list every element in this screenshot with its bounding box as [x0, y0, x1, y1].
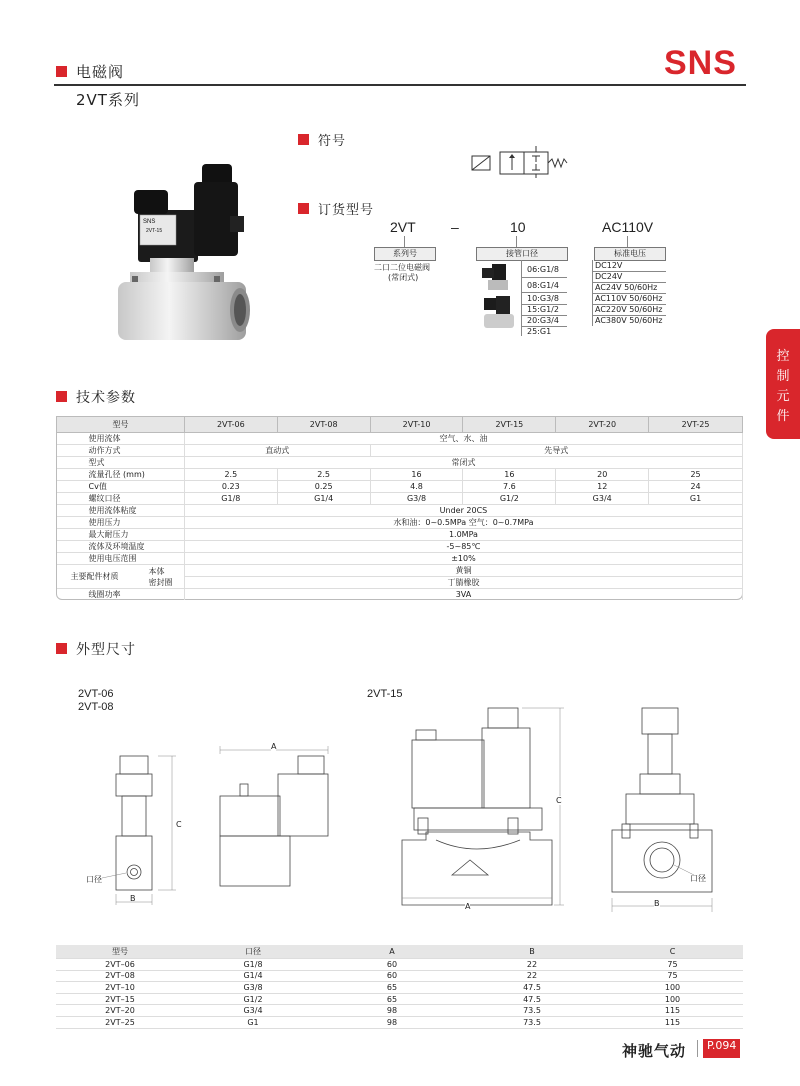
dim-label-port: 口径 [86, 875, 102, 884]
spec-header-cell: 2VT-06 [184, 417, 277, 433]
port-col-divider [521, 260, 522, 336]
drawing-label-left-2: 2VT-08 [78, 701, 114, 713]
spec-row [57, 565, 743, 577]
dims-cell: G1/4 [184, 970, 322, 982]
voltage-col-head: 标准电压 [594, 247, 666, 261]
chapter-tab[interactable] [766, 329, 800, 439]
chapter-tab-char: 控 [776, 349, 790, 364]
dim-label-c: C [176, 820, 182, 829]
series-desc-line2: (常闭式) [388, 273, 419, 282]
spec-header-cell: 型号 [57, 417, 185, 433]
spec-header-cell: 2VT-20 [556, 417, 649, 433]
order-title: 订货型号 [318, 203, 375, 218]
dim-label-port: 口径 [690, 874, 706, 883]
spec-value: G3/8 [370, 493, 463, 505]
footer-divider [697, 1040, 698, 1057]
spec-value: 直动式 [184, 445, 370, 457]
port-item: 10:G3/8 [527, 294, 559, 303]
drawing-small-side [212, 740, 342, 890]
dims-cell: 73.5 [462, 1005, 602, 1017]
dims-cell: 2VT–20 [56, 1005, 184, 1017]
spec-value: 20 [556, 469, 649, 481]
spec-value: 16 [370, 469, 463, 481]
dims-cell: G3/4 [184, 1005, 322, 1017]
drawing-large-side [604, 700, 724, 915]
chapter-tab-char: 制 [776, 369, 790, 384]
voltage-item: AC380V 50/60Hz [595, 316, 663, 325]
dims-cell: 98 [322, 1016, 462, 1028]
drawing-small-front [82, 750, 192, 910]
chapter-tab-char: 件 [776, 409, 790, 424]
port-item: 06:G1/8 [527, 265, 559, 274]
dims-cell: 47.5 [462, 993, 602, 1005]
dims-cell: 98 [322, 1005, 462, 1017]
spec-header-row [57, 417, 743, 433]
material-label: 主要配件材质 [70, 572, 119, 581]
spec-label [57, 565, 185, 589]
voltage-item: AC24V 50/60Hz [595, 283, 658, 292]
dims-cell: 100 [602, 982, 743, 994]
footer-brand: 神驰气动 [622, 1042, 687, 1060]
spec-row [57, 445, 743, 457]
dims-cell: 47.5 [462, 982, 602, 994]
dim-label-b: B [130, 894, 136, 903]
spec-row [57, 517, 743, 529]
spec-value: 黄铜 [184, 565, 742, 577]
dims-cell: 115 [602, 1016, 743, 1028]
dims-cell: 73.5 [462, 1016, 602, 1028]
spec-label: 使用电压范围 [57, 553, 185, 565]
symbol-title: 符号 [318, 134, 347, 149]
port-item-divider [521, 292, 567, 293]
dims-cell: 2VT–10 [56, 982, 184, 994]
dims-cell: 65 [322, 993, 462, 1005]
spec-label: 流体及环境温度 [57, 541, 185, 553]
dims-cell: 115 [602, 1005, 743, 1017]
spec-value: 常闭式 [184, 457, 742, 469]
order-code-dash: – [451, 219, 459, 235]
spec-row [57, 481, 743, 493]
spec-label: 型式 [57, 457, 185, 469]
spec-row [57, 493, 743, 505]
spec-value: 12 [556, 481, 649, 493]
spec-row [57, 505, 743, 517]
dims-row [56, 959, 743, 971]
dims-cell: 2VT–25 [56, 1016, 184, 1028]
tech-title: 技术参数 [76, 390, 136, 406]
dims-title: 外型尺寸 [76, 642, 136, 658]
section-marker [56, 391, 67, 402]
port-col-head: 接管口径 [476, 247, 568, 261]
product-photo [110, 160, 270, 350]
spec-value: 水和油：0~0.5MPa 空气：0~0.7MPa [184, 517, 742, 529]
spec-value: ±10% [184, 553, 742, 565]
voltage-item: AC110V 50/60Hz [595, 294, 663, 303]
dims-cell: 75 [602, 959, 743, 971]
section-marker [56, 643, 67, 654]
photo-label-model: 2VT-15 [146, 228, 163, 234]
spec-row [57, 433, 743, 445]
port-thumb-large [478, 296, 518, 332]
dim-label-c: C [556, 796, 562, 805]
photo-label-brand: SNS [143, 219, 156, 225]
spec-label: 螺纹口径 [57, 493, 185, 505]
section-marker [298, 134, 309, 145]
port-item: 25:G1 [527, 327, 552, 336]
dims-header-cell: B [462, 945, 602, 959]
dims-cell: 2VT–08 [56, 970, 184, 982]
material-sublabel-body: 本体 [148, 567, 165, 576]
dims-table [56, 945, 743, 1029]
dims-cell: 60 [322, 959, 462, 971]
dims-row [56, 993, 743, 1005]
dims-header-cell: C [602, 945, 743, 959]
dims-header-cell: 口径 [184, 945, 322, 959]
dims-cell: G1 [184, 1016, 322, 1028]
spec-value: 空气、水、油 [184, 433, 742, 445]
voltage-item: AC220V 50/60Hz [595, 305, 663, 314]
port-item: 20:G3/4 [527, 316, 559, 325]
spec-value: Under 20CS [184, 505, 742, 517]
spec-value: G1 [649, 493, 743, 505]
spec-row [57, 469, 743, 481]
material-sublabel-seal: 密封圈 [148, 578, 173, 587]
dims-cell: 22 [462, 970, 602, 982]
dims-row [56, 982, 743, 994]
spec-label: 动作方式 [57, 445, 185, 457]
dims-row [56, 1016, 743, 1028]
spec-value: 0.25 [277, 481, 370, 493]
spec-label: 使用流体粘度 [57, 505, 185, 517]
dims-cell: 65 [322, 982, 462, 994]
series-col-head: 系列号 [374, 247, 436, 261]
order-code-series: 2VT [390, 219, 416, 235]
spec-label: 使用流体 [57, 433, 185, 445]
spec-value: 2.5 [184, 469, 277, 481]
spec-value: G1/4 [277, 493, 370, 505]
dims-cell: 100 [602, 993, 743, 1005]
dim-label-a: A [465, 902, 471, 911]
order-code-voltage: AC110V [602, 219, 654, 235]
order-connector [627, 236, 628, 247]
spec-row [57, 553, 743, 565]
spec-value: 丁腈橡胶 [184, 577, 742, 589]
spec-header-cell: 2VT-25 [649, 417, 743, 433]
spec-label: 使用压力 [57, 517, 185, 529]
series-desc-line1: 二口二位电磁阀 [374, 263, 430, 272]
port-thumb-small [478, 262, 518, 292]
voltage-item: DC24V [595, 272, 623, 281]
spec-table [56, 416, 743, 600]
series-title: 2VT系列 [76, 91, 140, 109]
spec-header-cell: 2VT-15 [463, 417, 556, 433]
spec-header-cell: 2VT-08 [277, 417, 370, 433]
spec-value: 24 [649, 481, 743, 493]
order-code-port: 10 [510, 219, 526, 235]
spec-value: 0.23 [184, 481, 277, 493]
spec-label: 最大耐压力 [57, 529, 185, 541]
valve-symbol-icon [470, 146, 580, 178]
spec-value: G3/4 [556, 493, 649, 505]
drawing-large-front [396, 700, 576, 915]
spec-row [57, 589, 743, 601]
dims-row [56, 970, 743, 982]
spec-row [57, 529, 743, 541]
section-marker [298, 203, 309, 214]
order-connector [404, 236, 405, 247]
dims-cell: 75 [602, 970, 743, 982]
dims-header-cell: A [322, 945, 462, 959]
dim-label-a: A [271, 742, 277, 751]
spec-value: G1/8 [184, 493, 277, 505]
dims-cell: 22 [462, 959, 602, 971]
spec-value: -5~85℃ [184, 541, 742, 553]
spec-value: 2.5 [277, 469, 370, 481]
spec-row [57, 457, 743, 469]
dims-cell: G1/8 [184, 959, 322, 971]
spec-row [57, 541, 743, 553]
dims-cell: 2VT–15 [56, 993, 184, 1005]
dims-header-cell: 型号 [56, 945, 184, 959]
dims-cell: G1/2 [184, 993, 322, 1005]
chapter-tab-char: 元 [776, 389, 790, 404]
spec-value: 25 [649, 469, 743, 481]
spec-value: 3VA [184, 589, 742, 601]
spec-value: 7.6 [463, 481, 556, 493]
port-item-divider [521, 277, 567, 278]
dims-row [56, 1005, 743, 1017]
spec-value: G1/2 [463, 493, 556, 505]
spec-label: 流量孔径 (mm) [57, 469, 185, 481]
order-connector [516, 236, 517, 247]
category-title: 电磁阀 [76, 63, 125, 81]
spec-value: 16 [463, 469, 556, 481]
dims-cell: 60 [322, 970, 462, 982]
spec-label: Cv值 [57, 481, 185, 493]
port-item: 15:G1/2 [527, 305, 559, 314]
voltage-item: DC12V [595, 261, 623, 270]
drawing-label-right: 2VT-15 [367, 688, 403, 700]
spec-header-cell: 2VT-10 [370, 417, 463, 433]
page-number: P.094 [703, 1039, 740, 1058]
spec-value: 先导式 [370, 445, 742, 457]
spec-label: 线圈功率 [57, 589, 185, 601]
dims-cell: G3/8 [184, 982, 322, 994]
dims-cell: 2VT–06 [56, 959, 184, 971]
drawing-label-left-1: 2VT-06 [78, 688, 114, 700]
header-divider [54, 84, 746, 86]
port-item: 08:G1/4 [527, 281, 559, 290]
brand-logo: SNS [664, 44, 737, 82]
section-marker [56, 66, 67, 77]
spec-value: 1.0MPa [184, 529, 742, 541]
spec-value: 4.8 [370, 481, 463, 493]
dim-label-b: B [654, 899, 660, 908]
dims-header-row [56, 945, 743, 959]
